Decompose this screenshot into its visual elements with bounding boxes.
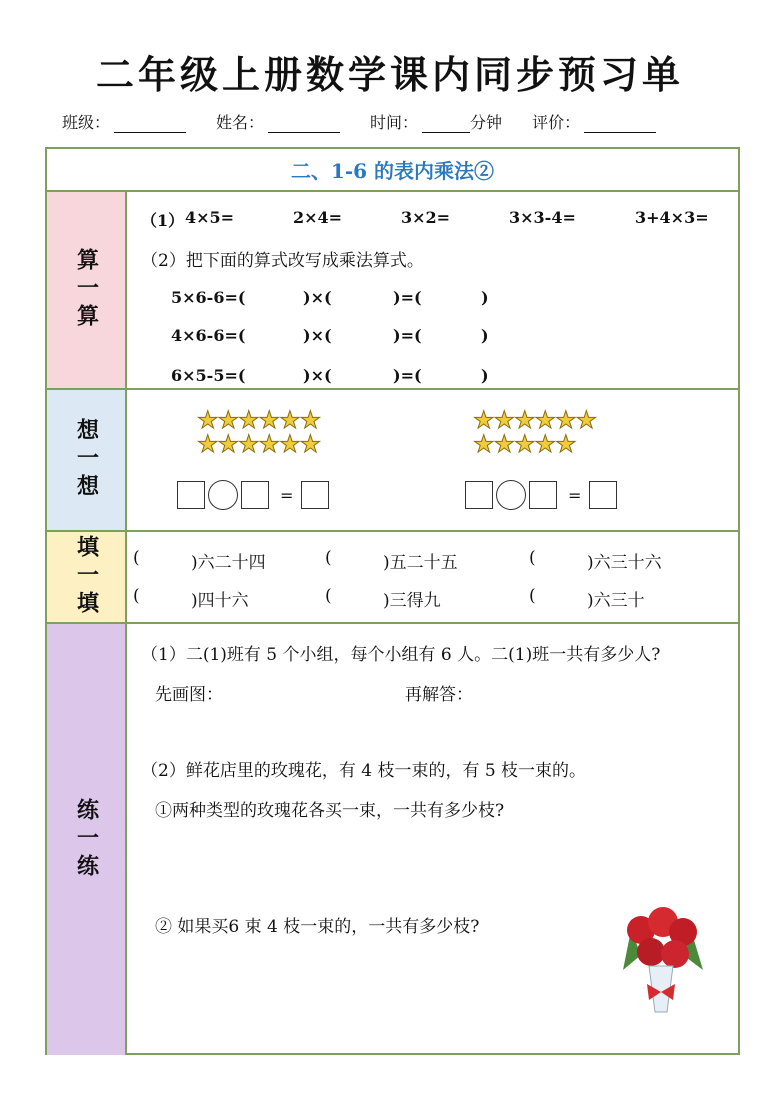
name-field[interactable]: 姓名： — [216, 110, 340, 133]
fill-item[interactable]: )四十六 — [191, 591, 249, 611]
page-title: 二年级上册数学课内同步预习单 — [95, 53, 684, 97]
section-calculate: 算一算 （1） 4×5= 2×4= 3×2= 3×3-4= 3+4×3= （2）把下面的算式改写成乘法算式。 5×6-6=( )×( )=( ) 4×6-6=( )×( )=( ) 6×5-5=( )×( )=( ) — [47, 190, 738, 388]
equation-boxes[interactable]: = — [177, 480, 332, 510]
rose-bouquet-icon — [611, 900, 711, 1024]
section-practice: 练一练 （1）二(1)班有 5 个小组，每个小组有 6 人。二(1)班一共有多少人? 先画图： 再解答： （2）鲜花店里的玫瑰花，有 4 枝一束的，有 5 枝一束的。 ①两种类型的玫瑰花各买一束，一共有多少枝? ② 如果买6 束 4 枝一束的，一共有多少枝? — [47, 622, 738, 1055]
section-title: 二、1-6 的表内乘法② — [290, 159, 495, 183]
question-2: （2）鲜花店里的玫瑰花，有 4 枝一束的，有 5 枝一束的。 — [141, 761, 587, 781]
star-icon: ★★★★★★ — [197, 406, 321, 434]
star-icon: ★★★★★★ — [473, 406, 597, 434]
fill-item[interactable]: )三得九 — [383, 591, 441, 611]
question-2b: ② 如果买6 束 4 枝一束的，一共有多少枝? — [155, 917, 480, 937]
student-info — [62, 110, 656, 133]
worksheet-table — [45, 147, 740, 1055]
star-group — [197, 408, 320, 456]
section-fill: 填一填 ( )六二十四 ( )五二十五 ( )六三十六 ( )四十六 ( )三得九 ( )六三十 — [47, 530, 738, 622]
problem: 3×2= — [401, 208, 451, 227]
rating-field[interactable]: 评价： — [532, 110, 656, 133]
section-label: 练一练 — [47, 624, 127, 1055]
equation-boxes[interactable]: = — [465, 480, 620, 510]
instruction: （2）把下面的算式改写成乘法算式。 — [141, 251, 424, 271]
time-field[interactable]: 时间： 分钟 — [370, 113, 503, 132]
section-think — [47, 388, 738, 530]
problem: 4×5= — [185, 208, 235, 227]
fill-item[interactable]: )六三十 — [587, 591, 645, 611]
problem: 2×4= — [293, 208, 343, 227]
section-label: 填一填 — [47, 532, 127, 622]
star-icon: ★★★★★★ — [197, 430, 321, 458]
section-label: 算一算 — [47, 192, 127, 388]
class-field[interactable]: 班级： — [62, 110, 186, 133]
fill-item[interactable]: )六三十六 — [587, 553, 662, 573]
problem: 3+4×3= — [635, 208, 709, 227]
star-group — [473, 408, 596, 456]
fill-item[interactable]: )五二十五 — [383, 553, 458, 573]
question-2a: ①两种类型的玫瑰花各买一束，一共有多少枝? — [155, 801, 505, 821]
section-label: 想一想 — [47, 390, 127, 530]
question-1: （1）二(1)班有 5 个小组，每个小组有 6 人。二(1)班一共有多少人? — [141, 645, 661, 665]
star-icon: ★★★★★ — [473, 430, 576, 458]
problem: 3×3-4= — [509, 208, 576, 227]
fill-item[interactable]: )六二十四 — [191, 553, 266, 573]
